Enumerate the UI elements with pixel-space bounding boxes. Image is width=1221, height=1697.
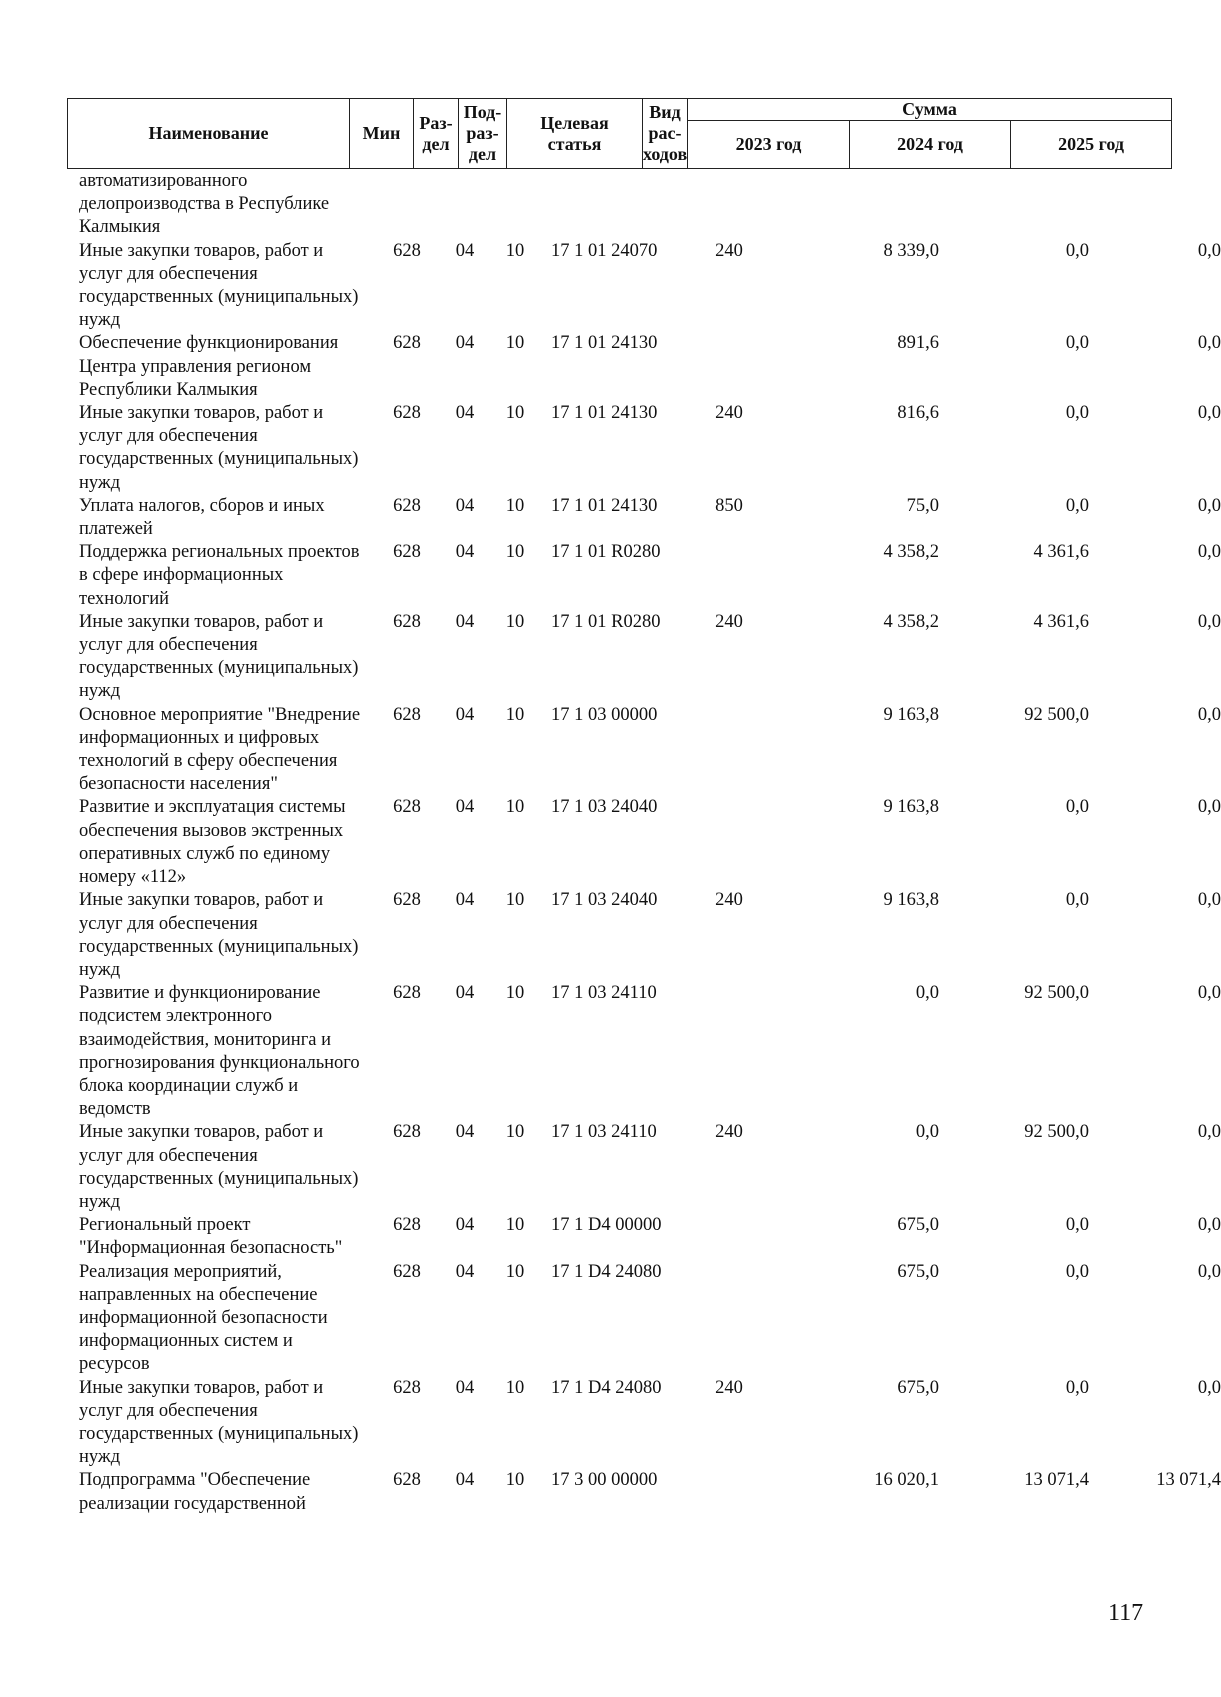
row-sum-2023: 75,0 [906,495,939,516]
header-celevaya-statya: Целевая статья [507,99,643,169]
row-sum-2024: 4 361,6 [1033,542,1089,563]
row-razdel: 04 [455,333,475,354]
row-celevaya-statya: 17 1 D4 24080 [551,1261,662,1282]
row-celevaya-statya: 17 1 03 24040 [551,797,658,818]
header-year-2025: 2025 год [1011,121,1172,169]
row-podrazdel: 10 [505,611,525,632]
row-razdel: 04 [455,890,475,911]
row-podrazdel: 10 [505,1122,525,1143]
header-year-2023: 2023 год [688,121,850,169]
row-podrazdel: 10 [505,704,525,725]
row-min: 628 [393,333,421,354]
row-sum-2024: 92 500,0 [1024,704,1089,725]
row-razdel: 04 [455,240,475,261]
row-podrazdel: 10 [505,495,525,516]
row-celevaya-statya: 17 1 01 24130 [551,403,658,424]
row-vid-rashodov: 240 [715,890,743,911]
row-min: 628 [393,797,421,818]
row-sum-2023: 816,6 [897,403,939,424]
row-sum-2024: 0,0 [1065,797,1089,818]
row-min: 628 [393,704,421,725]
row-name: Иные закупки товаров, работ и услуг для обеспечения государственных (муниципальных) нужд [79,240,359,331]
row-sum-2025: 0,0 [1197,333,1221,354]
row-min: 628 [393,240,421,261]
table-row [67,1214,1221,1260]
table-row [67,240,1221,333]
header-name: Наименование [68,99,350,169]
row-podrazdel: 10 [505,403,525,424]
row-name: Развитие и функционирование подсистем электронного взаимодействия, мониторинга и прогнозирования функционального блока координации служб и ведомств [79,983,360,1120]
row-sum-2025: 0,0 [1197,611,1221,632]
row-min: 628 [393,1215,421,1236]
row-podrazdel: 10 [505,890,525,911]
row-sum-2024: 0,0 [1065,403,1089,424]
row-vid-rashodov: 240 [715,1122,743,1143]
row-sum-2023: 0,0 [915,983,939,1004]
row-podrazdel: 10 [505,333,525,354]
row-celevaya-statya: 17 1 01 24130 [551,333,658,354]
row-celevaya-statya: 17 1 D4 24080 [551,1377,662,1398]
row-razdel: 04 [455,1261,475,1282]
row-min: 628 [393,890,421,911]
row-sum-2025: 0,0 [1197,1215,1221,1236]
row-celevaya-statya: 17 1 03 00000 [551,704,658,725]
row-name: автоматизированного делопроизводства в Республике Калмыкия [79,171,330,238]
row-celevaya-statya: 17 1 03 24040 [551,890,658,911]
row-sum-2023: 9 163,8 [883,704,939,725]
row-razdel: 04 [455,403,475,424]
row-razdel: 04 [455,1470,475,1491]
row-sum-2025: 0,0 [1197,542,1221,563]
row-sum-2025: 13 071,4 [1156,1470,1221,1491]
row-sum-2023: 675,0 [897,1261,939,1282]
row-name: Обеспечение функционирования Центра управления регионом Республики Калмыкия [79,333,339,400]
row-sum-2025: 0,0 [1197,704,1221,725]
row-podrazdel: 10 [505,240,525,261]
row-razdel: 04 [455,611,475,632]
row-vid-rashodov: 850 [715,495,743,516]
row-razdel: 04 [455,495,475,516]
row-sum-2025: 0,0 [1197,797,1221,818]
table-row [67,495,1221,541]
row-min: 628 [393,1470,421,1491]
header-summa: Сумма [688,99,1172,121]
table-row [67,611,1221,704]
row-sum-2024: 0,0 [1065,240,1089,261]
row-min: 628 [393,1122,421,1143]
row-name: Иные закупки товаров, работ и услуг для обеспечения государственных (муниципальных) нужд [79,1122,359,1212]
row-podrazdel: 10 [505,1261,525,1282]
row-podrazdel: 10 [505,542,525,563]
page-number: 117 [1108,1600,1144,1626]
row-sum-2023: 891,6 [897,333,939,354]
row-podrazdel: 10 [505,1377,525,1398]
table-row [67,402,1221,495]
row-name: Иные закупки товаров, работ и услуг для обеспечения государственных (муниципальных) нужд [79,403,359,493]
row-min: 628 [393,403,421,424]
row-sum-2024: 13 071,4 [1024,1470,1089,1491]
row-name: Основное мероприятие "Внедрение информационных и цифровых технологий в сферу обеспечения безопасности населения" [79,704,361,795]
row-sum-2024: 0,0 [1065,1377,1089,1398]
table-body [67,170,1221,1516]
row-sum-2024: 0,0 [1065,333,1089,354]
row-vid-rashodov: 240 [715,611,743,632]
table-row [67,889,1221,982]
row-min: 628 [393,983,421,1004]
row-podrazdel: 10 [505,983,525,1004]
row-name: Реализация мероприятий, направленных на обеспечение информационной безопасности информационных систем и ресурсов [79,1261,328,1375]
row-sum-2023: 9 163,8 [883,797,939,818]
row-sum-2025: 0,0 [1197,983,1221,1004]
row-name: Иные закупки товаров, работ и услуг для обеспечения государственных (муниципальных) нужд [79,890,359,980]
row-name: Иные закупки товаров, работ и услуг для обеспечения государственных (муниципальных) нужд [79,1377,359,1468]
table-row [67,1121,1221,1214]
row-razdel: 04 [455,797,475,818]
table-row [67,1469,1221,1515]
row-razdel: 04 [455,1377,475,1398]
row-razdel: 04 [455,1122,475,1143]
row-celevaya-statya: 17 1 03 24110 [551,1122,657,1143]
row-name: Развитие и эксплуатация системы обеспечения вызовов экстренных оперативных служб по единому номеру «112» [79,797,346,888]
row-vid-rashodov: 240 [715,1377,743,1398]
table-row [67,541,1221,611]
row-sum-2023: 9 163,8 [883,890,939,911]
row-vid-rashodov: 240 [715,240,743,261]
row-sum-2023: 16 020,1 [874,1470,939,1491]
row-sum-2024: 0,0 [1065,1215,1089,1236]
row-sum-2024: 92 500,0 [1024,1122,1089,1143]
row-celevaya-statya: 17 1 03 24110 [551,983,657,1004]
row-sum-2025: 0,0 [1197,1377,1221,1398]
row-name: Поддержка региональных проектов в сфере информационных технологий [79,542,360,609]
table-row [67,796,1221,889]
row-sum-2025: 0,0 [1197,1122,1221,1143]
row-sum-2025: 0,0 [1197,495,1221,516]
header-year-2024: 2024 год [850,121,1011,169]
row-name: Иные закупки товаров, работ и услуг для обеспечения государственных (муниципальных) нужд [79,611,359,702]
header-vid-rashodov: Вид рас- ходов [643,99,688,169]
table-row [67,1377,1221,1470]
table-row [67,332,1221,402]
row-sum-2025: 0,0 [1197,403,1221,424]
row-celevaya-statya: 17 1 01 R0280 [551,542,661,563]
table-row [67,1261,1221,1377]
row-sum-2023: 4 358,2 [883,611,939,632]
row-celevaya-statya: 17 1 01 R0280 [551,611,661,632]
row-sum-2024: 4 361,6 [1033,611,1089,632]
row-min: 628 [393,495,421,516]
row-sum-2025: 0,0 [1197,1261,1221,1282]
row-razdel: 04 [455,1215,475,1236]
table-header [67,98,1172,169]
row-sum-2024: 0,0 [1065,1261,1089,1282]
row-sum-2025: 0,0 [1197,890,1221,911]
row-min: 628 [393,1261,421,1282]
row-min: 628 [393,1377,421,1398]
row-sum-2023: 675,0 [897,1215,939,1236]
row-name: Подпрограмма "Обеспечение реализации государственной [79,1470,311,1514]
row-razdel: 04 [455,704,475,725]
row-min: 628 [393,542,421,563]
row-sum-2023: 0,0 [915,1122,939,1143]
row-sum-2025: 0,0 [1197,240,1221,261]
row-celevaya-statya: 17 3 00 00000 [551,1470,658,1491]
header-min: Мин [350,99,414,169]
header-podrazdel: Под- раз- дел [459,99,507,169]
row-name: Уплата налогов, сборов и иных платежей [79,495,325,540]
row-sum-2024: 0,0 [1065,890,1089,911]
row-sum-2024: 0,0 [1065,495,1089,516]
table-row [67,170,1171,240]
row-podrazdel: 10 [505,1470,525,1491]
row-celevaya-statya: 17 1 01 24130 [551,495,658,516]
row-celevaya-statya: 17 1 01 24070 [551,240,658,261]
table-row [67,704,1221,797]
row-vid-rashodov: 240 [715,403,743,424]
row-min: 628 [393,611,421,632]
row-sum-2023: 4 358,2 [883,542,939,563]
row-sum-2023: 8 339,0 [883,240,939,261]
row-sum-2024: 92 500,0 [1024,983,1089,1004]
table-row [67,982,1221,1121]
row-podrazdel: 10 [505,797,525,818]
row-razdel: 04 [455,983,475,1004]
row-razdel: 04 [455,542,475,563]
row-podrazdel: 10 [505,1215,525,1236]
header-razdel: Раз- дел [414,99,459,169]
row-celevaya-statya: 17 1 D4 00000 [551,1215,662,1236]
row-sum-2023: 675,0 [897,1377,939,1398]
row-name: Региональный проект "Информационная безопасность" [79,1215,343,1259]
